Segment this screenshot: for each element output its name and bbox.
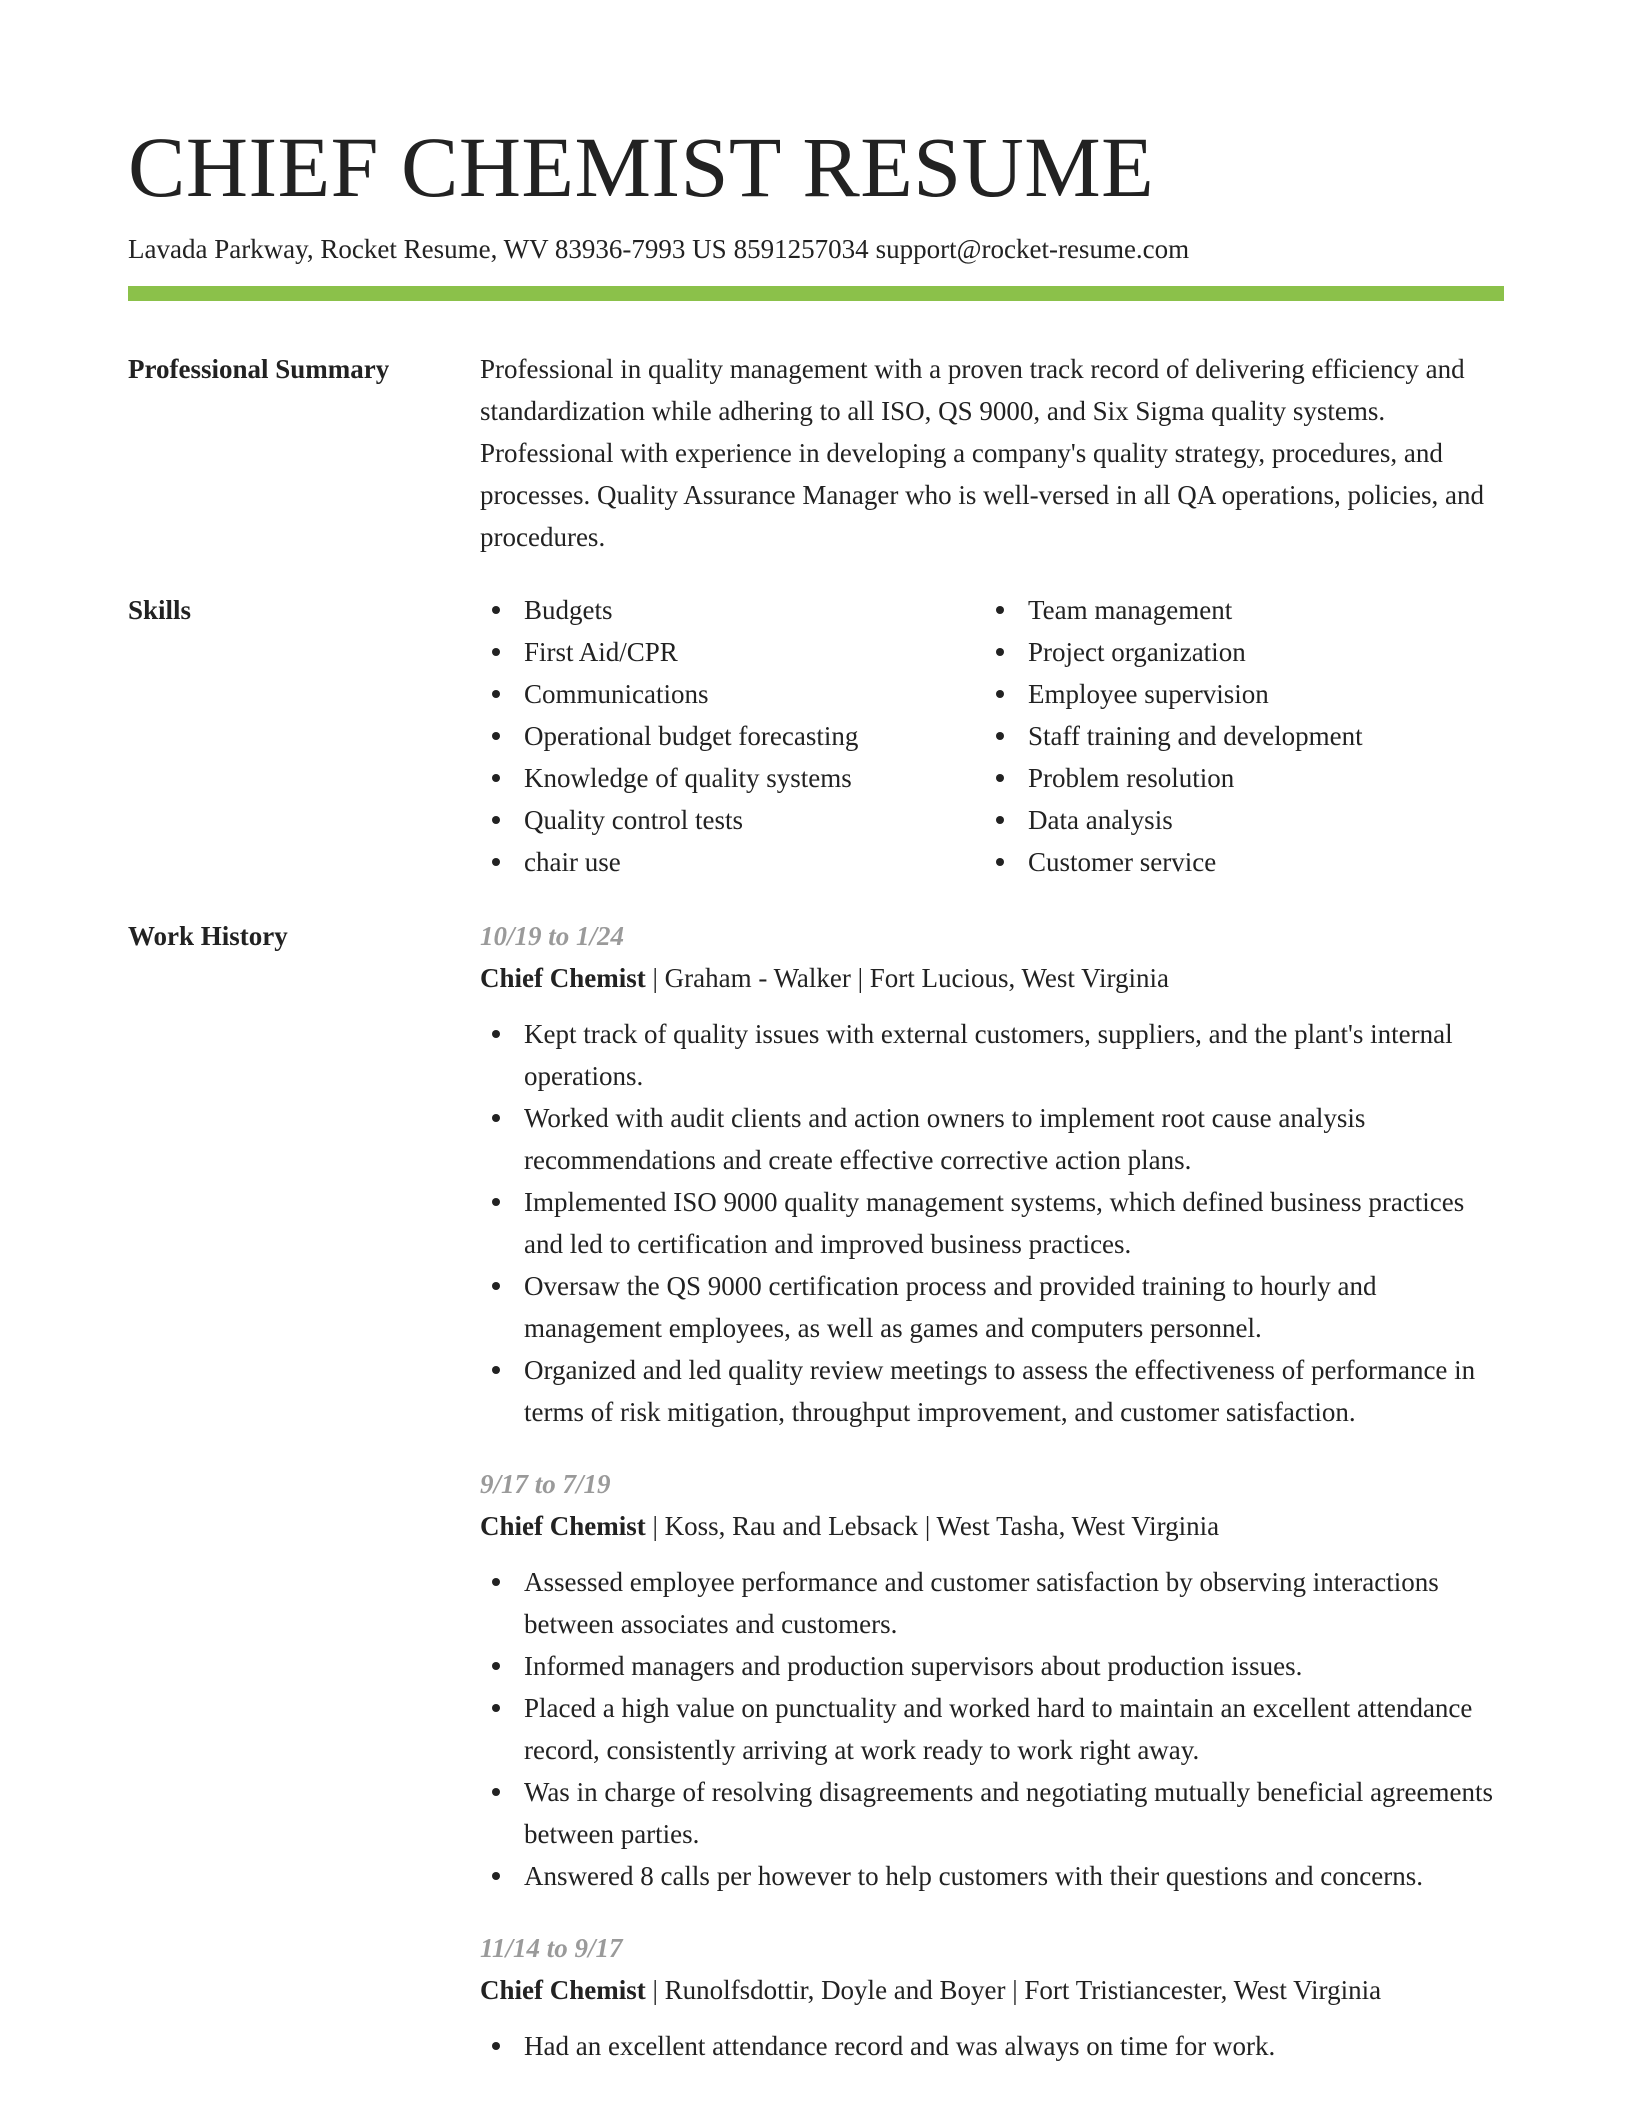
work-history-heading: Work History — [128, 921, 288, 951]
skill-item: Project organization — [984, 631, 1504, 673]
job-entry — [480, 1463, 1504, 1897]
job-bullet: Worked with audit clients and action owners to implement root cause analysis recommendations and create effective corrective action plans. — [480, 1097, 1504, 1181]
job-bullets — [480, 1013, 1504, 1433]
contact-line — [128, 230, 1189, 268]
job-dates: 11/14 to 9/17 — [480, 1933, 623, 1963]
summary-heading: Professional Summary — [128, 354, 390, 384]
job-heading — [480, 1969, 1504, 2011]
job-title: Chief Chemist — [480, 1511, 646, 1541]
job-employer-location: | Graham - Walker | Fort Lucious, West Virginia — [645, 963, 1169, 993]
job-employer-location: | Koss, Rau and Lebsack | West Tasha, West Virginia — [645, 1511, 1220, 1541]
job-entry — [480, 1927, 1504, 2067]
contact-address: Lavada Parkway, Rocket Resume, WV 83936-7993 US — [128, 234, 727, 264]
resume-title: CHIEF CHEMIST RESUME — [128, 119, 1155, 215]
skill-item: chair use — [480, 841, 984, 883]
skill-item: Operational budget forecasting — [480, 715, 984, 757]
skill-item: First Aid/CPR — [480, 631, 984, 673]
job-bullet: Oversaw the QS 9000 certification process and provided training to hourly and management employees, as well as games and computers personnel. — [480, 1265, 1504, 1349]
job-employer-location: | Runolfsdottir, Doyle and Boyer | Fort Tristiancester, West Virginia — [645, 1975, 1382, 2005]
header-divider — [128, 286, 1504, 301]
skill-item: Communications — [480, 673, 984, 715]
job-entry — [480, 915, 1504, 1433]
job-bullet: Implemented ISO 9000 quality management systems, which defined business practices and led to certification and improved business practices. — [480, 1181, 1504, 1265]
job-bullet: Assessed employee performance and customer satisfaction by observing interactions between associates and customers. — [480, 1561, 1504, 1645]
contact-phone: 8591257034 — [733, 234, 869, 264]
job-title: Chief Chemist — [480, 963, 646, 993]
skills-list — [480, 589, 1504, 883]
skill-item: Budgets — [480, 589, 984, 631]
skill-item: Customer service — [984, 841, 1504, 883]
job-bullet: Was in charge of resolving disagreements and negotiating mutually beneficial agreements between parties. — [480, 1771, 1504, 1855]
job-bullet: Answered 8 calls per however to help customers with their questions and concerns. — [480, 1855, 1504, 1897]
skills-heading: Skills — [128, 595, 192, 625]
skill-item: Data analysis — [984, 799, 1504, 841]
skills-column-right — [984, 589, 1504, 883]
skills-column-left — [480, 589, 984, 883]
job-bullet: Placed a high value on punctuality and worked hard to maintain an excellent attendance record, consistently arriving at work ready to work right away. — [480, 1687, 1504, 1771]
job-title: Chief Chemist — [480, 1975, 646, 2005]
job-bullet: Kept track of quality issues with external customers, suppliers, and the plant's internal operations. — [480, 1013, 1504, 1097]
job-heading — [480, 1505, 1504, 1547]
job-dates: 9/17 to 7/19 — [480, 1469, 611, 1499]
skill-item: Problem resolution — [984, 757, 1504, 799]
job-bullets — [480, 1561, 1504, 1897]
summary-text: Professional in quality management with a proven track record of delivering efficiency and standardization while adhering to all ISO, QS 9000, and Six Sigma quality systems. Professional with experience in developing a company's quality strategy, procedures, and processes. Quality Assurance Manager who is well-versed in all QA operations, policies, and procedures. — [480, 354, 1484, 552]
job-bullet: Organized and led quality review meetings to assess the effectiveness of performance in terms of risk mitigation, throughput improvement, and customer satisfaction. — [480, 1349, 1504, 1433]
job-dates: 10/19 to 1/24 — [480, 921, 625, 951]
skill-item: Staff training and development — [984, 715, 1504, 757]
job-bullet: Had an excellent attendance record and was always on time for work. — [480, 2025, 1504, 2067]
work-history-list — [480, 915, 1504, 2097]
skill-item: Team management — [984, 589, 1504, 631]
contact-email: support@rocket-resume.com — [875, 234, 1190, 264]
job-heading — [480, 957, 1504, 999]
skill-item: Employee supervision — [984, 673, 1504, 715]
skill-item: Knowledge of quality systems — [480, 757, 984, 799]
job-bullets — [480, 2025, 1504, 2067]
job-bullet: Informed managers and production supervisors about production issues. — [480, 1645, 1504, 1687]
skill-item: Quality control tests — [480, 799, 984, 841]
